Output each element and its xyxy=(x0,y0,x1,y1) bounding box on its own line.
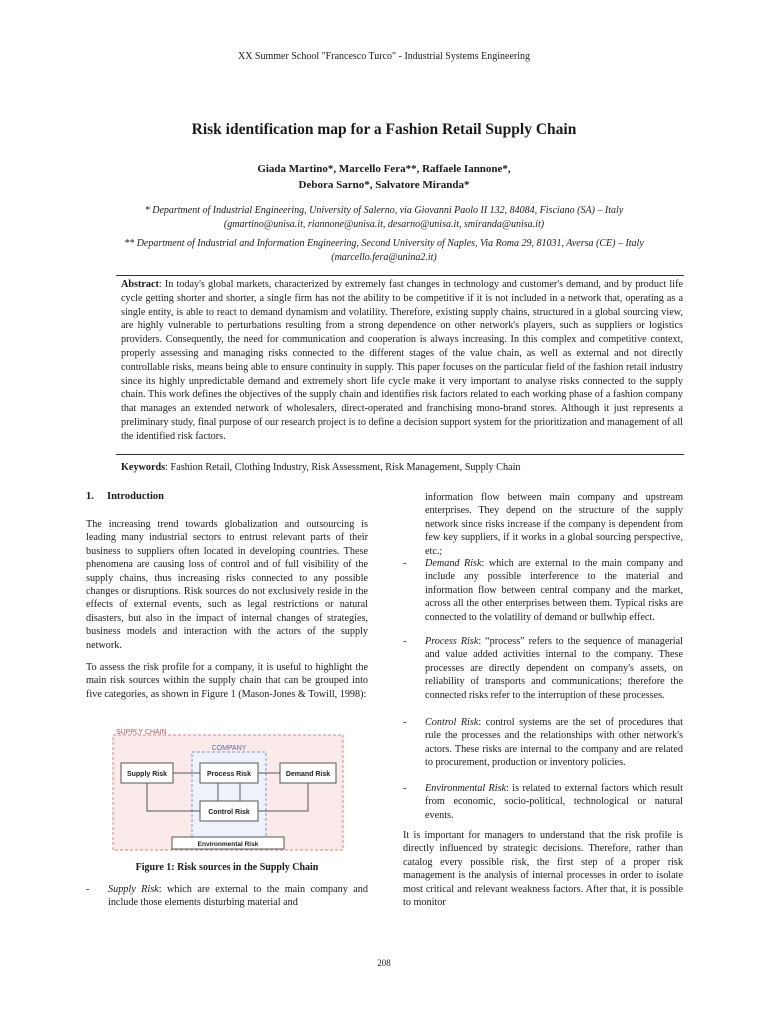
intro-paragraph-1: The increasing trend towards globalization and outsourcing is leading many industrial sectors to entrust relevant parts of their business to suppliers often located in developing countries. These phenomena are causing loss of control and of full visibility of the supply chains, thus increasing risks connected to any possible changes or disruptions. Risk sources do not exclusively reside in the effects of external events, such as legal restrictions or natural disasters, but also in the impact of internal changes of strategies, business models and interaction with the actors of the supply network. xyxy=(86,519,368,651)
list-item-text xyxy=(425,782,683,822)
authors-line-2: Debora Sarno*, Salvatore Miranda* xyxy=(298,179,470,191)
page-number: 208 xyxy=(377,958,391,968)
list-item-text xyxy=(425,557,683,624)
closing-paragraph: It is important for managers to understand that the risk profile is directly influenced by strategic decisions. Therefore, rather than catalog every possible risk, the first step of a proper risk management is the analysis of internal processes in order to isolate most critical and relevant weakness factors. After that, it is possible to monitor xyxy=(403,830,683,909)
abstract xyxy=(121,278,683,444)
authors-line-1: Giada Martino*, Marcello Fera**, Raffaele Iannone*, xyxy=(257,163,511,175)
list-item-environmental-risk xyxy=(403,782,683,822)
affiliation-2: ** Department of Industrial and Information Engineering, Second University of Naples, Via Roma 29, 81031, Aversa (CE) – Italy (marcello.fera@unina2.it) xyxy=(124,238,644,263)
list-item-text xyxy=(425,716,683,770)
keywords-text: : Fashion Retail, Clothing Industry, Risk Assessment, Risk Management, Supply Chain xyxy=(165,462,521,473)
supply-risk-continuation: information flow between main company and upstream enterprises. They depend on the structure of the supply network since risks increase if the company is dependent from few key suppliers, if it works in a global sourcing perspective, etc.; xyxy=(425,492,683,557)
control-risk-label: Control Risk xyxy=(208,809,250,816)
supply-chain-label: SUPPLY CHAIN xyxy=(116,729,167,736)
supply-risk-desc: : which are external to the main company and include those elements disturbing material and xyxy=(108,884,368,909)
list-dash: - xyxy=(403,717,407,728)
demand-risk-term: Demand Risk xyxy=(425,558,482,569)
list-item-text xyxy=(425,635,683,702)
authors xyxy=(0,161,768,193)
keywords-label: Keywords xyxy=(121,462,166,473)
list-item-supply-risk xyxy=(86,883,368,910)
list-item-text xyxy=(108,883,368,910)
control-risk-term: Control Risk xyxy=(425,717,479,728)
affiliation-1: * Department of Industrial Engineering, University of Salerno, via Giovanni Paolo II 132, 84084, Fisciano (SA) – Italy (gmartino@unisa.it, riannone@unisa.it, desarno@unisa.it, smiranda@unisa.it) xyxy=(144,205,624,230)
list-dash: - xyxy=(403,636,407,647)
intro-paragraph-2: To assess the risk profile for a company, it is useful to highlight the main risk sources within the supply chain that can be grouped into five categories, as shown in Figure 1 (Mason-Jones & Towill, 1998): xyxy=(86,662,368,700)
abstract-label: Abstract xyxy=(121,279,159,290)
list-item-demand-risk xyxy=(403,557,683,624)
list-dash: - xyxy=(403,558,407,569)
demand-risk-label: Demand Risk xyxy=(285,771,331,778)
supply-risk-label: Supply Risk xyxy=(126,771,168,778)
list-dash: - xyxy=(86,884,90,895)
process-risk-term: Process Risk xyxy=(425,636,479,647)
company-label: COMPANY xyxy=(211,745,247,752)
process-risk-desc: : “process” refers to the sequence of managerial and value added activities internal to the company. These processes are directly dependent on company's assets, on reliability of transports and communications; therefore the connected risks refer to the interruption of these processes. xyxy=(425,636,683,701)
abstract-text: : In today's global markets, characterized by extremely fast changes in technology and customer's demand, and by product life cycle getting shorter and shorter, a single firm has not the ability to be competitive if it is not included in a network that, operating as a single entity, is able to react to demand dynamism and volatility. Therefore, existing supply chains, structured in a global sourcing view, are highly vulnerable to perturbations resulting from a strong dependence on other network's players, such as suppliers or logistics providers. Consequently, the need for communication and cooperation is always increasing. In this complex and competitive context, properly assessing and managing risks connected to the different stages of the value chain, as well as external and not directly controllable risks, means being able to ensure continuity in supply. This paper focuses on the particular field of the fashion retail industry since its highly unpredictable demand and extremely short life cycle make it very important to analyse risks connected to the supply chain. This work defines the objectives of the supply chain and identifies risk factors related to each working phase of a fashion company that manages an extended network of wholesalers, direct-operated and franchising mono-brand stores. Although it just represents a preliminary study, final purpose of our research project is to define a decision support system for the prioritization and management of all the identified risk factors. xyxy=(121,279,683,442)
risk-sources-figure xyxy=(112,729,344,851)
environmental-risk-desc: : is related to external factors which result from economic, socio-political, technological or natural events. xyxy=(425,783,683,821)
environmental-risk-label: Environmental Risk xyxy=(197,841,259,848)
demand-risk-desc: : which are external to the main company and include any possible interference to the material and information flow between central company and the market, across all the other enterprises between them. Typical risks are connected to the volatility of demand or bullwhip effect. xyxy=(425,558,684,623)
figure-caption: Figure 1: Risk sources in the Supply Chain xyxy=(135,862,319,873)
section-heading: 1. Introduction xyxy=(86,491,164,502)
process-risk-label: Process Risk xyxy=(207,771,251,778)
keywords xyxy=(121,462,683,473)
list-item-process-risk xyxy=(403,635,683,702)
environmental-risk-term: Environmental Risk xyxy=(425,783,507,794)
control-risk-desc: : control systems are the set of procedures that rule the processes and the relationships with other network's actors. These risks are internal to the company and are related to procurement, production or inventory policies. xyxy=(425,717,683,769)
paper-title: Risk identification map for a Fashion Retail Supply Chain xyxy=(191,121,577,138)
supply-risk-term: Supply Risk xyxy=(108,884,159,895)
running-head: XX Summer School "Francesco Turco" - Industrial Systems Engineering xyxy=(237,51,531,62)
list-item-control-risk xyxy=(403,716,683,770)
list-dash: - xyxy=(403,783,407,794)
